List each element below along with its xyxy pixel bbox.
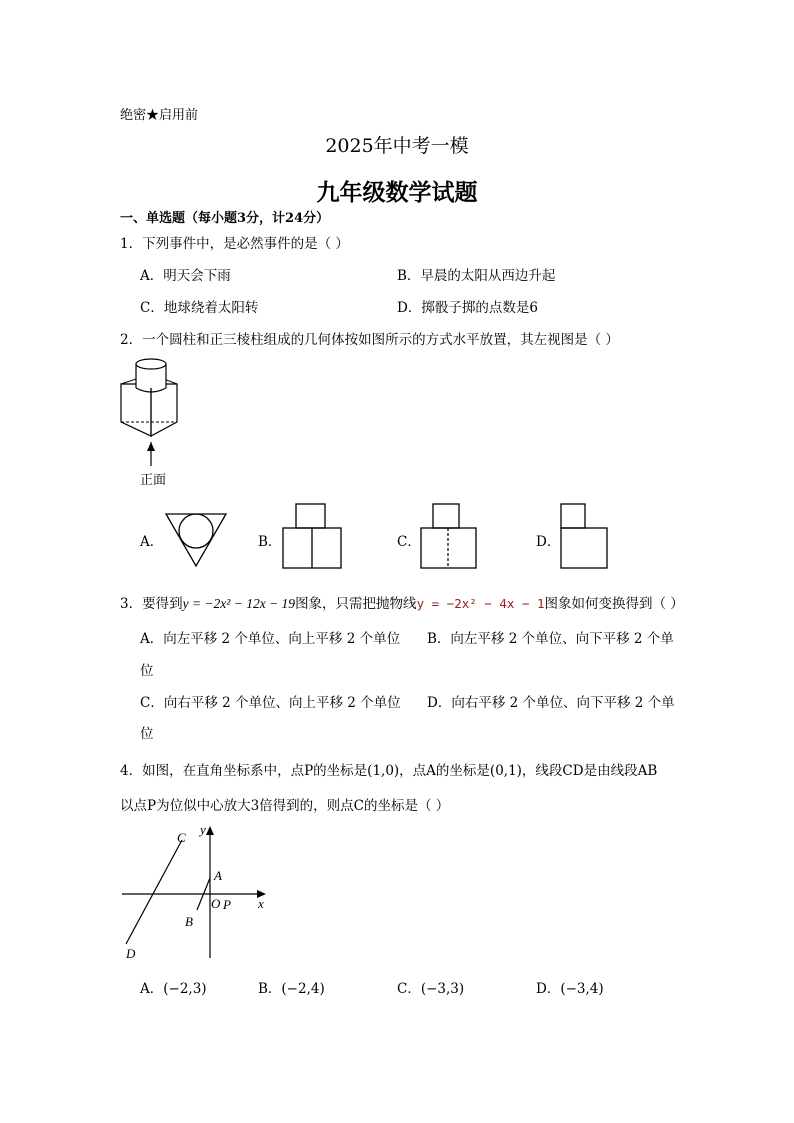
- q3-prefix: 3．要得到: [120, 596, 183, 612]
- q4-option-a: A．(−2,3): [140, 981, 207, 997]
- section-heading: 一、单选题（每小题3分，计24分）: [120, 211, 330, 226]
- exam-title: 2025年中考一模: [325, 135, 469, 157]
- subject-title: 九年级数学试题: [316, 179, 478, 206]
- q2-option-d-letter: D．: [536, 534, 561, 550]
- q2-front-label: 正面: [140, 473, 167, 488]
- q2-option-d-figure: [558, 502, 612, 572]
- q4-option-c: C．(−3,3): [397, 981, 465, 997]
- q3-suffix: 图象如何变换得到（ ）: [544, 596, 684, 612]
- q4-label-c: C: [177, 830, 186, 845]
- q3-option-b-wrap: 位: [140, 663, 154, 679]
- q1-option-a: A．明天会下雨: [140, 268, 231, 284]
- q4-label-b: B: [185, 914, 193, 929]
- q1-option-d: D．掷骰子掷的点数是6: [397, 300, 538, 316]
- q3-formula-1: y = −2x² − 12x − 19: [182, 596, 296, 611]
- question-4-line-1: 4．如图，在直角坐标系中，点P的坐标是(1,0)，点A的坐标是(0,1)，线段CD是由线段AB: [120, 763, 658, 779]
- q3-option-a: A．向左平移 2 个单位、向上平移 2 个单位: [140, 631, 401, 647]
- secret-mark: 绝密★启用前: [120, 108, 199, 123]
- q4-label-d: D: [126, 946, 136, 961]
- q3-option-d: D．向右平移 2 个单位、向下平移 2 个单: [427, 695, 675, 711]
- q2-option-c-letter: C．: [397, 534, 421, 550]
- q1-option-c: C．地球绕着太阳转: [140, 300, 259, 316]
- q3-option-b: B．向左平移 2 个单位、向下平移 2 个单: [427, 631, 674, 647]
- q3-middle: 图象，只需把抛物线: [295, 596, 417, 612]
- question-2-stem: 2．一个圆柱和正三棱柱组成的几何体按如图所示的方式水平放置，其左视图是（ ）: [120, 332, 619, 348]
- q4-option-d: D．(−3,4): [536, 981, 604, 997]
- q4-label-p: P: [223, 897, 231, 912]
- q3-option-d-wrap: 位: [140, 726, 154, 742]
- question-3-stem: [120, 592, 684, 612]
- q4-coordinate-figure: [118, 818, 278, 964]
- q2-option-c-figure: [418, 502, 480, 572]
- q2-option-a-figure: [162, 510, 232, 570]
- q1-option-b: B．早晨的太阳从西边升起: [397, 268, 556, 284]
- q4-label-a: A: [214, 868, 222, 883]
- question-4-line-2: 以点P为位似中心放大3倍得到的，则点C的坐标是（ ）: [120, 798, 450, 814]
- q3-formula-2: y = −2x² − 4x − 1: [416, 596, 545, 611]
- q4-label-y: y: [200, 822, 206, 837]
- q2-option-b-letter: B．: [258, 534, 282, 550]
- q3-option-c: C．向右平移 2 个单位、向上平移 2 个单位: [140, 695, 401, 711]
- q2-option-b-figure: [280, 502, 346, 572]
- q4-option-b: B．(−2,4): [258, 981, 325, 997]
- q4-label-o: O: [211, 896, 221, 911]
- question-1-stem: 1．下列事件中，是必然事件的是（ ）: [120, 236, 349, 252]
- q4-label-x: x: [258, 896, 264, 911]
- q2-option-a-letter: A．: [140, 534, 164, 550]
